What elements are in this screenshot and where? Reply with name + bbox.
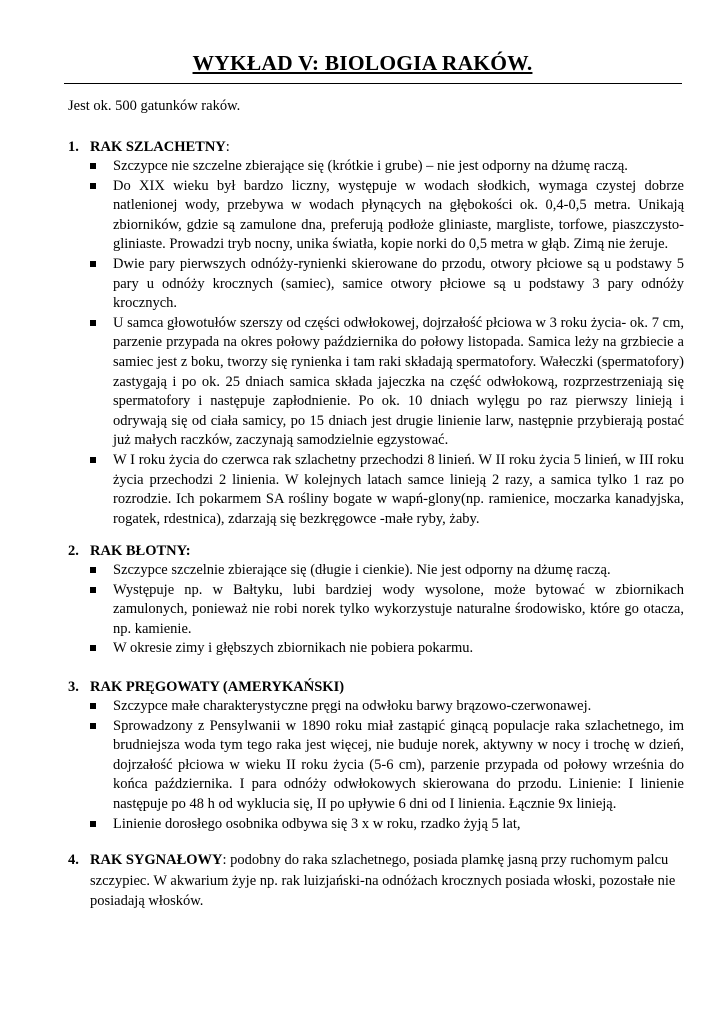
section-title-colon: : <box>225 139 230 155</box>
list-item-text: Sprowadzony z Pensylwanii w 1890 roku miał zastąpić ginącą populacje raka szlachetnego, im brudniejsza woda tym tego raka jest więcej, nie buduje norek, aktywny w nocy i trochę w dzień, dojrzałość płciowa w wieku II roku życia (5-6 cm), parzenie przypada od połowy września do końca października. I para odnóży odwłokowych skierowana do przodu. Linienie: I linienie następuje po 48 h od wyklucia się, II po upływie 6 dni od I linienia. Łącznie 9x linieją. <box>113 717 684 812</box>
section-rak-szlachetny <box>68 137 684 529</box>
list-item <box>68 255 684 314</box>
list-item <box>68 451 684 529</box>
bullet-square-icon <box>90 457 96 463</box>
section-number: 1. <box>68 139 79 155</box>
list-item <box>68 815 684 835</box>
list-item-text: Szczypce szczelnie zbierające się (długie i cienkie). Nie jest odporny na dżumę raczą. <box>113 562 611 578</box>
list-item-text: Dwie pary pierwszych odnóży-rynienki skierowane do przodu, otwory płciowe są u podstawy 5 pary u odnóży krocznych (samiec), samice otwory płciowe są u podstawy 3 pary odnóży krocznych. <box>113 255 684 312</box>
bullet-square-icon <box>90 163 96 169</box>
section-heading <box>68 677 684 697</box>
section-paragraph <box>68 850 684 912</box>
list-item <box>68 177 684 255</box>
section-number: 2. <box>68 543 79 559</box>
list-item-text: W I roku życia do czerwca rak szlachetny przechodzi 8 linień. W II roku życia 5 linień, w III roku życia przechodzi 2 linienia. W kolejnych latach samce linieją 2 razy, a samica tylko 1 raz po rozrodzie. Ich pokarmem SA rośliny bogate w wapń-glony(np. ramienice, moczarka kanadyjska, rogatek, rdestnica), zdarzają się bezkręgowce -małe ryby, żaby. <box>113 451 684 527</box>
list-item-text: Linienie dorosłego osobnika odbywa się 3 x w roku, rzadko żyją 5 lat, <box>113 815 521 832</box>
bullet-square-icon <box>90 645 96 651</box>
section-rak-pregowaty <box>68 677 684 834</box>
list-item-text: U samca głowotułów szerszy od części odwłokowej, dojrzałość płciowa w 3 roku życia- ok. 7 cm, parzenie przypada na okres połowy października do połowy listopada. Samica leży na grzbiecie a samiec jest z boku, tworzy się rynienka i tam raki składają spermatofory. Wałeczki (spermatofory) zastygają i po ok. 25 dniach samica składa jajeczka na część odwłokową, rozprzestrzeniają się spermatofory i następuje zapłodnienie. Po ok. 10 dniach wylęgu po raz pierwszy linieją i odrywają się od ciała samicy, po 15 dniach jest drugie linienie larw, następnie przybierają postać już małych raczków, zaczynają samodzielnie egzystować. <box>113 314 684 449</box>
list-item-text: Szczypce małe charakterystyczne pręgi na odwłoku barwy brązowo-czerwonawej. <box>113 698 592 714</box>
bullet-square-icon <box>90 703 96 709</box>
list-item <box>68 639 684 659</box>
bullet-square-icon <box>90 821 96 827</box>
list-item <box>68 717 684 815</box>
page-title: WYKŁAD V: BIOLOGIA RAKÓW. <box>192 51 533 75</box>
title-divider <box>64 83 682 84</box>
section-title: RAK SYGNAŁOWY <box>90 852 223 868</box>
list-item-text: Występuje np. w Bałtyku, lubi bardziej wody wysolone, może bytować w zbiornikach zamulonych, ponieważ nie robi norek tylko wykorzystuje naturalne środowisko, które go otacza, np. kamienie. <box>113 581 684 637</box>
list-item <box>68 561 684 581</box>
bullet-square-icon <box>90 261 96 267</box>
section-rak-blotny <box>68 541 684 659</box>
bullet-list <box>68 157 684 529</box>
section-number: 4. <box>68 852 79 868</box>
list-item-text: W okresie zimy i głębszych zbiornikach nie pobiera pokarmu. <box>113 640 474 657</box>
bullet-square-icon <box>90 183 96 189</box>
bullet-square-icon <box>90 723 96 729</box>
list-item <box>68 157 684 177</box>
section-number: 3. <box>68 679 79 695</box>
section-heading <box>68 137 684 157</box>
section-rak-sygnalowy <box>68 850 684 912</box>
list-item-text: Szczypce nie szczelne zbierające się (krótkie i grube) – nie jest odporny na dżumę raczą. <box>113 158 628 174</box>
bullet-square-icon <box>90 567 96 573</box>
list-item <box>68 581 684 640</box>
list-item-text: Do XIX wieku był bardzo liczny, występuje w wodach słodkich, wymaga czystej dobrze natlenionej wody, przebywa w wodach płynących na głębokości ok. 0,4-0,5 metra. Unikają zbiorników, gdzie są zamulone dna, preferują podłoże gliniaste, margliste, torfowe, piaszczysto-gliniaste. Prowadzi tryb nocny, unika światła, kopie norki do 0,5 metra w głąb. Zimą nie żeruje. <box>113 177 684 253</box>
section-heading <box>68 541 684 561</box>
list-item <box>68 697 684 717</box>
list-item <box>68 314 684 451</box>
bullet-square-icon <box>90 587 96 593</box>
section-title: RAK SZLACHETNY <box>90 139 226 155</box>
section-text: : podobny do raka szlachetnego, posiada plamkę jasną przy ruchomym palcu szczypiec. W akwarium żyje np. rak luizjański-na odnóżach krocznych posiada włoski, pozostałe nie posiadają włosków. <box>90 852 676 909</box>
bullet-list <box>68 697 684 834</box>
section-title: RAK PRĘGOWATY (AMERYKAŃSKI) <box>90 679 345 695</box>
bullet-list <box>68 561 684 659</box>
intro-paragraph: Jest ok. 500 gatunków raków. <box>68 98 241 114</box>
bullet-square-icon <box>90 320 96 326</box>
section-title: RAK BŁOTNY: <box>90 543 191 559</box>
